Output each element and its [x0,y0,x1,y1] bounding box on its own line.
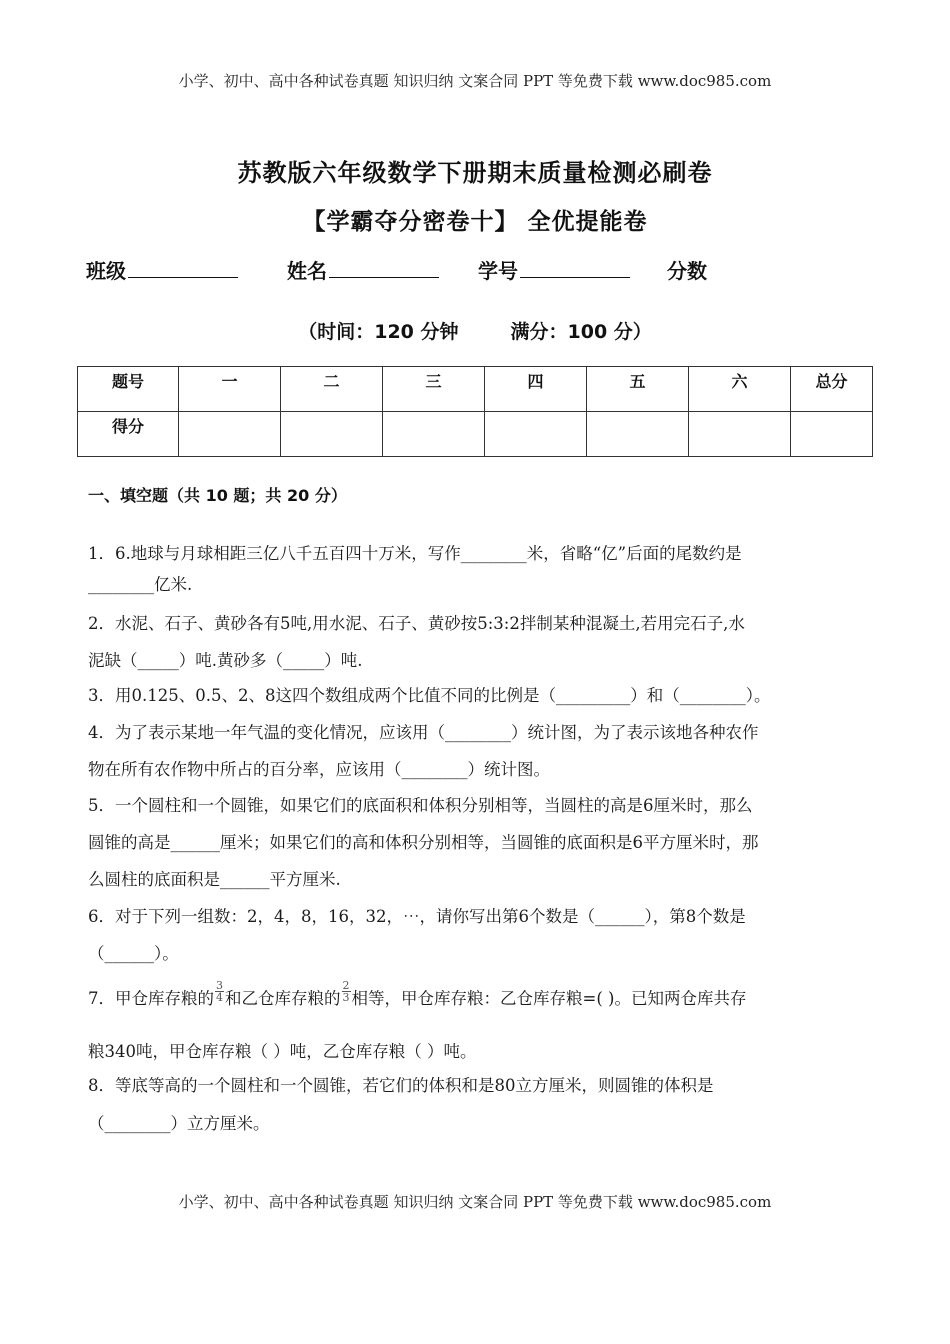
page-footer: 小学、初中、高中各种试卷真题 知识归纳 文案合同 PPT 等免费下载 www.doc985.com [178,1193,772,1211]
question-4-line-2: 物在所有农作物中所占的百分率，应该用（________）统计图。 [88,760,550,779]
question-5-line-3: 么圆柱的底面积是______平方厘米. [88,870,341,889]
time-info-line [0,317,950,344]
table-header-cell: 一 [179,367,281,412]
score-table-score-row [78,412,873,457]
student-number-field [478,255,630,284]
full-score-info: 满分：100 分） [510,321,652,343]
table-header-cell: 题号 [78,367,179,412]
table-header-cell: 二 [281,367,383,412]
class-blank [128,259,238,278]
name-label: 姓名 [287,259,327,283]
page-title: 苏教版六年级数学下册期末质量检测必刷卷 [237,159,713,187]
table-header-cell: 四 [485,367,587,412]
question-6-line-1: 6．对于下列一组数：2，4，8，16，32，⋯，请你写出第6个数是（______），第8个数是 [88,907,746,926]
question-7-text-1: 7．甲仓库存粮的 [88,989,214,1008]
section-title: 一、填空题（共 10 题；共 20 分） [88,486,347,505]
score-label: 分数 [667,259,707,283]
page-subtitle: 【学霸夺分密卷十】 全优提能卷 [302,209,648,235]
name-blank [329,259,439,278]
fraction-two-thirds: $\frac{2}{3}$ [342,979,350,1004]
question-7-text-2: 和乙仓库存粮的 [225,989,341,1008]
score-cell [485,412,587,457]
score-cell [689,412,791,457]
score-cell [179,412,281,457]
class-field [86,255,238,284]
question-5-line-2: 圆锥的高是______厘米；如果它们的高和体积分别相等，当圆锥的底面积是6平方厘米时，那 [88,833,759,852]
score-table-header-row [78,367,873,412]
question-2-line-1: 2．水泥、石子、黄砂各有5吨,用水泥、石子、黄砂按5:3:2拌制某种混凝土,若用完石子,水 [88,614,745,633]
question-7-line-1 [88,979,747,1011]
score-cell [587,412,689,457]
score-cell [281,412,383,457]
question-2-line-2: 泥缺（_____）吨.黄砂多（_____）吨. [88,651,363,670]
table-row-label: 得分 [78,412,179,457]
table-header-cell: 五 [587,367,689,412]
score-table [77,366,873,457]
question-1-line-1: 1．6.地球与月球相距三亿八千五百四十万米，写作________米，省略“亿”后面的尾数约是 [88,544,742,563]
table-header-cell: 三 [383,367,485,412]
score-cell [791,412,873,457]
question-7-text-3: 相等，甲仓库存粮：乙仓库存粮=( )。已知两仓库共存 [351,989,747,1008]
page-header: 小学、初中、高中各种试卷真题 知识归纳 文案合同 PPT 等免费下载 www.doc985.com [178,72,772,90]
class-label: 班级 [86,259,126,283]
question-8-line-1: 8．等底等高的一个圆柱和一个圆锥，若它们的体积和是80立方厘米，则圆锥的体积是 [88,1076,714,1095]
question-8-line-2: （________）立方厘米。 [88,1114,270,1133]
student-number-label: 学号 [478,259,518,283]
table-header-cell: 六 [689,367,791,412]
score-cell [383,412,485,457]
name-field [287,255,439,284]
fraction-three-quarters: $\frac{3}{4}$ [216,979,223,1004]
question-6-line-2: （______）。 [88,944,179,963]
question-5-line-1: 5．一个圆柱和一个圆锥，如果它们的底面积和体积分别相等，当圆柱的高是6厘米时，那么 [88,796,753,815]
score-field [667,255,707,284]
student-number-blank [520,259,630,278]
table-header-cell: 总分 [791,367,873,412]
question-1-line-2: ________亿米. [88,575,193,594]
question-7-line-2: 粮340吨，甲仓库存粮（ ）吨，乙仓库存粮（ ）吨。 [88,1042,477,1061]
question-3-line-1: 3．用0.125、0.5、2、8这四个数组成两个比值不同的比例是（_________）和（________）。 [88,686,771,705]
question-4-line-1: 4．为了表示某地一年气温的变化情况，应该用（________）统计图，为了表示该地各种农作 [88,723,759,742]
time-info: （时间：120 分钟 [298,321,459,343]
